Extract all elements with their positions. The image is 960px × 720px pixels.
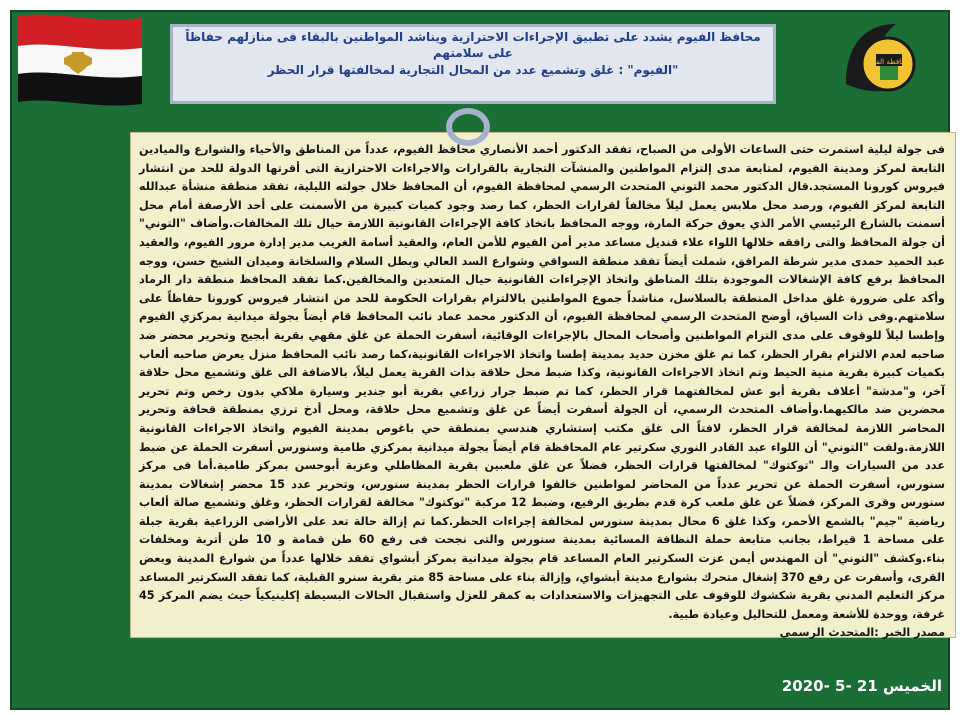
headline-title: محافظ الفيوم يشدد على تطبيق الإجراءات الاحترازية ويناشد المواطنين بالبقاء فى منازلهم حفاظاً على سلامتهم	[185, 30, 761, 60]
headline-box	[170, 24, 776, 104]
ring-binder-icon	[446, 108, 490, 146]
article-source: مصدر الخبر :المتحدث الرسمي	[779, 626, 945, 640]
egypt-flag-icon	[14, 10, 146, 106]
publish-date: الخميس 21 -5 -2020	[781, 677, 942, 695]
logo-text: محافظة الفيوم	[866, 58, 910, 66]
article-body: فى جولة ليلية استمرت حتى الساعات الأولى من الصباح، تفقد الدكتور أحمد الأنصاري محافظ الفيوم، عدداً من المناطق والأحياء والشوارع والميادين التابعة لمركز ومدينة الفيوم، لمتابعة مدى إلتزام المواطنين والمنشآت التجارية بالقرارات والاجراءات الاحترازية التى أقرتها الدولة للحد من انتشار فيروس كورونا المستجد.قال الدكتور محمد التوني المتحدث الرسمي لمحافظة الفيوم، أن المحافظ خلال جولته الليلية، تفقد منطقة منشأة عبدالله التابعة لمركز الفيوم، ورصد محل ملابس يعمل ليلاً مخالفاً لقرارات الحظر، كما رصد وجود كميات كبيرة من الأسمنت على أحد الأرصفة أمام محل أسمنت بالشارع الرئيسي الأمر الذي يعوق حركة المارة، ووجه المحافظ باتخاذ كافة الإجراءات القانونية اللازمة حيال تلك المخالفات.وأضاف "التوني" أن جولة المحافظ والتى رافقه خلالها اللواء علاء قنديل مساعد مدير أمن الفيوم للأمن العام، والعقيد أسامة الغريب مدير إدارة مرور الفيوم، والعقيد عبد الحميد حمدى مدير شرطة المرافق، شملت أيضاً تفقد منطقة السواقي وشوارع السد العالي وبطل السلام والسلخانة وميدان الشيخ حسن، ووجه المحافظ برفع كافة الإشغالات الموجودة بتلك المناطق واتخاذ الإجراءات القانونية حيال المتعدين والمخالفين.كما تفقد المحافظ منطقة دار الرماد وأكد على ضرورة غلق مداخل المنطقة بالسلاسل، مناشداً جموع المواطنين بالالتزام بقرارات الحكومة للحد من انتشار فيروس كورونا حفاظاً على سلامتهم.وفى ذات السياق، أوضح المتحدث الرسمي لمحافظة الفيوم، أن الدكتور محمد عماد نائب المحافظ قام أيضاً بجولة ميدانية بمركزي الفيوم وإطسا ليلاً للوقوف على مدى التزام المواطنين وأصحاب المحال بالإجراءات الوقائية، أسفرت الحملة عن غلق مقهي بقرية أبجيج وتحرير محضر ضد صاحبه لعدم الالتزام بقرار الحظر، كما تم غلق مخزن حديد بمدينة إطسا واتخاذ الاجراءات القانونية،كما رصد نائب المحافظ منزل يعرض صاحبه ألعاب بكميات كبيرة بقرية منية الحيط وتم اتخاذ الاجراءات القانونية، وكذا ضبط محل حلاقة بذات القرية يعمل ليلاً، بالاضافة الى غلق وتشميع محل حلاقة آخر، و"مدشة" أعلاف بقرية أبو عش لمخالفتهما قرار الحظر، كما تم ضبط جرار زراعي بقرية أبو جندير وسيارة ملاكي بدون رخص وتم تحرير محضرين ضد مالكيهما.وأضاف المتحدث الرسمي، أن الجولة أسفرت أيضاً عن غلق وتشميع محل حلاقة، ومحل أدخ ترزي بمنطقة قحافة وتحرير المحاضر اللازمة لمخالفة قرار الحظر، لافتاً الى غلق مكتب إستشاري هندسي بمنطقة حي باغوص بمدينة الفيوم واتخاذ الاجراءات القانونية اللازمة.ولفت "التوني" أن اللواء عبد القادر النوري سكرتير عام المحافظة قام أيضاً بجولة ميدانية بمركزي طامية وسنورس أسفرت الحملة عن ضبط عدد من السيارات والـ "توكتوك" لمخالفتها قرارات الحظر، فضلاً عن غلق ملعبين بقرية المظاطلي وعزبة أبوحسن بمركز طامية.أما فى مركز سنورس، أسفرت الحملة عن تحرير عدداً من المحاضر لمواطنين خالفوا قرارات الحظر بمدينة سنورس، وتحرير عدد 15 محضر إشغالات بمدينة سنورس وقرى المركز، فضلاً عن غلق ملعب كرة قدم بطريق الرفيع، وضبط 12 مركبة "توكتوك" مخالفة لقرارات الحظر، وغلق وتشميع صالة ألعاب رياضية "جيم" بالشمع الأحمر، وكذا غلق 6 محال بمدينة سنورس لمخالفة إجراءات الحظر.كما تم إزالة حالة تعد على الأراضى الزراعية بقرية جبلة على مساحة 1 قيراط، بجانب متابعة حملة النظافة المسائية بمدينة سنورس والتى نجحت فى رفع 60 طن قمامة و 10 طن أتربة ومخلفات بناء.وكشف "التوني" أن المهندس أيمن عزت السكرتير العام المساعد قام بجولة ميدانية بمركز أبشواي تفقد خلالها عدداً من شوارع المدينة وبعض القرى، وأسفرت عن رفع 370 إشغال متحرك بشوارع مدينة أبشواي، وإزالة بناء على مساحة 85 متر بقرية سنرو القبلية، كما تفقد السكرتير المساعد مركز التعليم المدني بقرية شكشوك للوقوف على التجهيزات والاستعدادات به كمقر للعزل واستقبال الحالات البسيطة إكلينيكياً حيث يضم المركز 45 غرفة، ووحدة للأشعة ومعمل للتحاليل وعيادة طبية.	[139, 143, 945, 621]
article-panel	[130, 132, 956, 638]
fayoum-governorate-logo	[836, 14, 928, 106]
headline-subtitle: "الفيوم" : غلق وتشميع عدد من المحال التجارية لمخالفتها قرار الحظر	[267, 63, 679, 77]
